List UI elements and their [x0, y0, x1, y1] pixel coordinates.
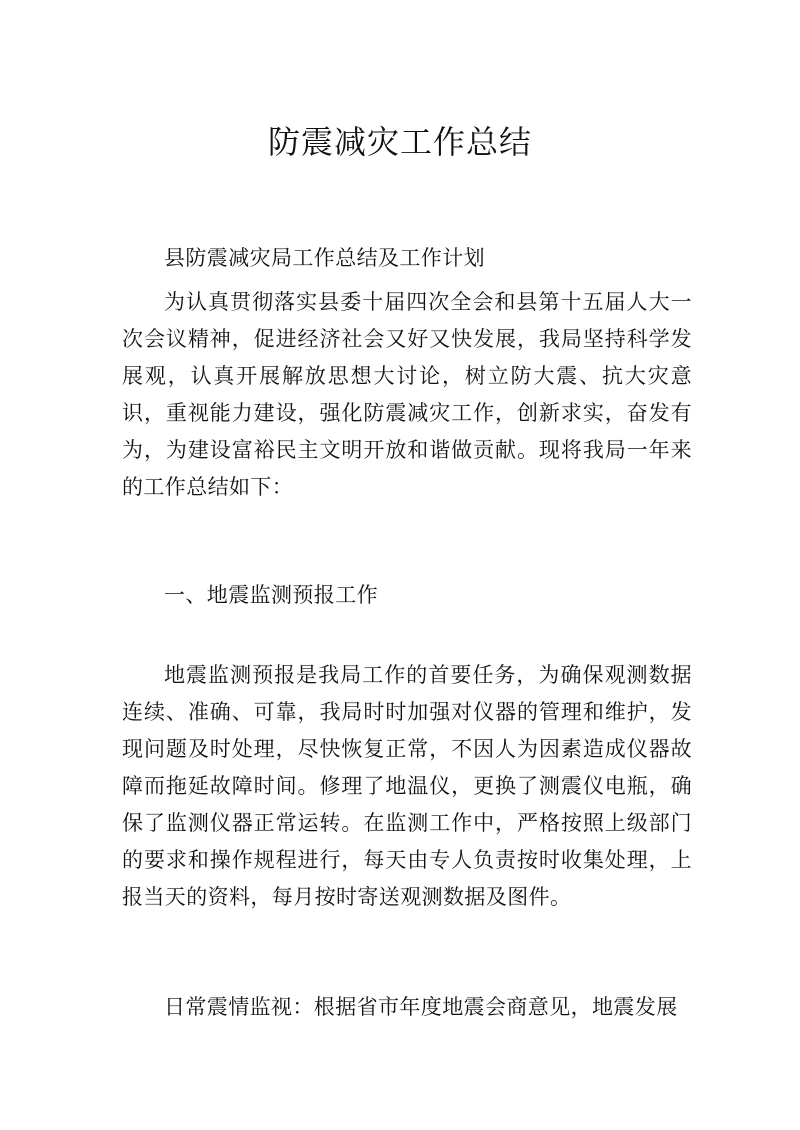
document-subtitle: 县防震减灾局工作总结及工作计划 — [164, 246, 485, 270]
document-title: 防震减灾工作总结 — [267, 123, 532, 162]
monitoring-paragraph: 地震监测预报是我局工作的首要任务，为确保观测数据连续、准确、可靠，我局时时加强对仪器的管理和维护，发现问题及时处理，尽快恢复正常，不因人为因素造成仪器故障而拖延故障时间。修理了地温仪，更换了测震仪电瓶，确保了监测仪器正常运转。在监测工作中，严格按照上级部门的要求和操作规程进行，每天由专人负责按时收集处理，上报当天的资料，每月按时寄送观测数据及图件。 — [122, 663, 692, 909]
intro-paragraph: 为认真贯彻落实县委十届四次全会和县第十五届人大一次会议精神，促进经济社会又好又快发展，我局坚持科学发展观，认真开展解放思想大讨论，树立防大震、抗大灾意识，重视能力建设，强化防震减灾工作，创新求实，奋发有为，为建设富裕民主文明开放和谐做贡献。现将我局一年来的工作总结如下： — [122, 290, 692, 499]
daily-monitoring-paragraph: 日常震情监视：根据省市年度地震会商意见，地震发展 — [164, 995, 678, 1019]
section-heading: 一、地震监测预报工作 — [164, 583, 378, 607]
